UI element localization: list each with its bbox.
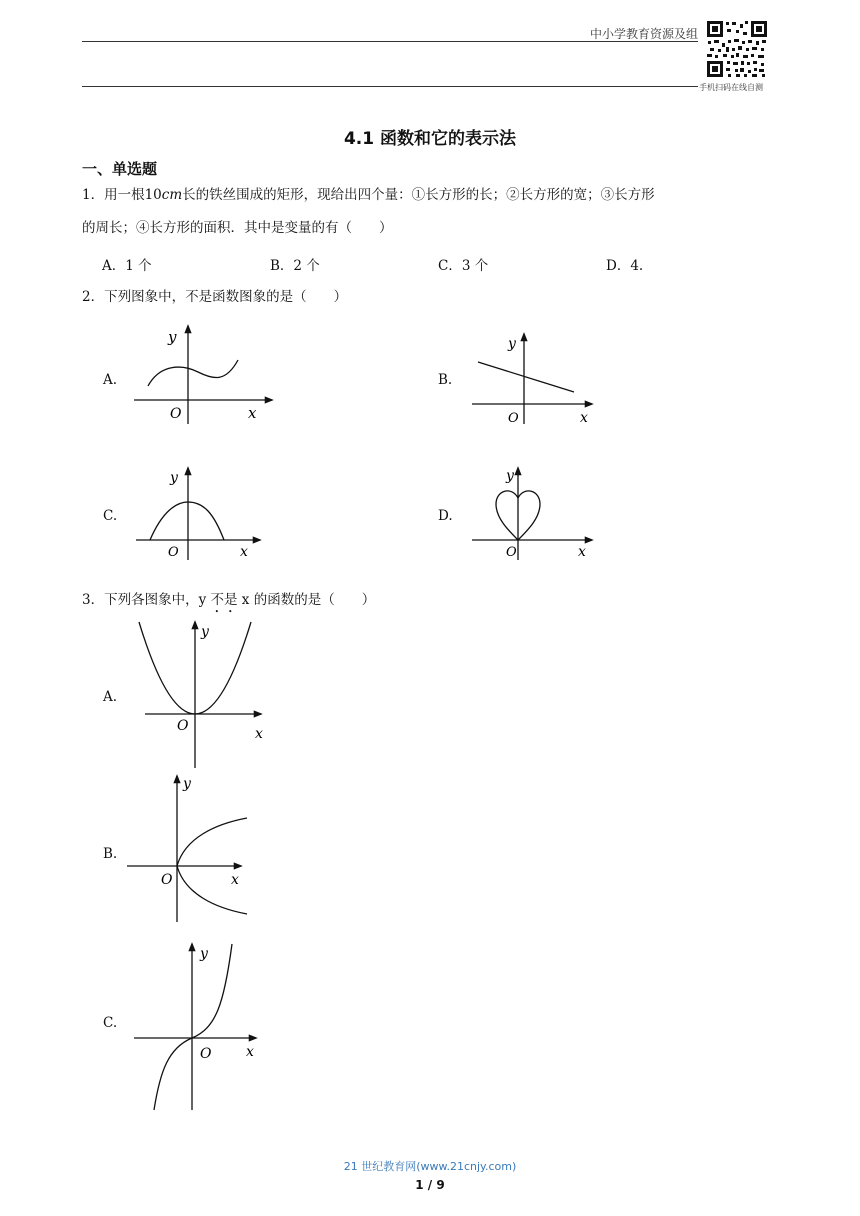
q2-option-b-label[interactable]: B.	[438, 372, 453, 388]
q1-option-a[interactable]: A．1 个	[102, 258, 152, 274]
qr-caption: 手机扫码在线自测	[699, 83, 763, 92]
q3a-y-label: y	[201, 624, 209, 640]
q2c-x-label: x	[240, 544, 248, 560]
q3-graph-b[interactable]	[125, 772, 255, 922]
q2c-y-label: y	[170, 470, 178, 486]
q2a-y-label: y	[168, 328, 177, 346]
q3c-y-label: y	[200, 946, 208, 962]
q3-graph-a[interactable]	[135, 618, 275, 768]
q1-option-c[interactable]: C．3 个	[438, 258, 489, 274]
q2-graph-a[interactable]	[130, 320, 280, 425]
q2b-x-label: x	[580, 410, 588, 425]
section-heading: 一、单选题	[82, 160, 158, 178]
q2-graph-d[interactable]	[470, 464, 600, 564]
question-1-unit: cm	[161, 187, 183, 203]
q2c-origin-label: O	[168, 545, 179, 560]
question-3-suffix: x 的函数的是（ ）	[237, 592, 376, 608]
q3b-x-label: x	[231, 872, 239, 888]
question-1-prefix: 1．用一根	[82, 187, 145, 203]
q2d-origin-label: O	[506, 545, 517, 560]
q3b-y-label: y	[183, 776, 191, 792]
question-3-emphasis: 不是	[210, 592, 238, 608]
q1-option-d[interactable]: D．4.	[606, 258, 644, 274]
q2d-y-label: y	[506, 468, 514, 484]
q3c-origin-label: O	[200, 1046, 212, 1062]
qr-code-icon	[706, 20, 768, 78]
question-3-prefix: 3．下列各图象中，y	[82, 592, 211, 608]
q2-graph-b[interactable]	[470, 330, 600, 425]
q2-option-d-label[interactable]: D.	[438, 508, 453, 524]
q3b-origin-label: O	[161, 872, 173, 888]
q2-option-c-label[interactable]: C.	[103, 508, 118, 524]
question-1-line-1	[82, 185, 655, 205]
question-1-line-2: 的周长；④长方形的面积．其中是变量的有（ ）	[82, 220, 393, 236]
question-3-stem	[82, 590, 375, 616]
question-1-number: 10	[144, 187, 162, 203]
q3c-x-label: x	[246, 1044, 254, 1060]
q3-option-b-label[interactable]: B.	[103, 846, 118, 862]
q1-option-b[interactable]: B．2 个	[270, 258, 320, 274]
q2-graph-c[interactable]	[132, 462, 267, 562]
header-rule-bottom	[82, 86, 698, 87]
q2b-origin-label: O	[508, 411, 519, 425]
question-1-text: 长的铁丝围成的矩形，现给出四个量：①长方形的长；②长方形的宽；③长方形	[182, 187, 655, 203]
q3-option-c-label[interactable]: C.	[103, 1015, 118, 1031]
q2a-x-label: x	[248, 404, 257, 422]
q2a-origin-label: O	[170, 406, 182, 422]
q3-option-a-label[interactable]: A.	[103, 689, 118, 705]
q2b-y-label: y	[508, 336, 516, 352]
question-2-stem: 2．下列图象中，不是函数图象的是（ ）	[82, 289, 348, 305]
q3a-x-label: x	[255, 726, 263, 742]
page-title: 4.1 函数和它的表示法	[343, 129, 517, 149]
q2d-x-label: x	[578, 544, 586, 560]
q2-option-a-label[interactable]: A.	[103, 372, 118, 388]
q3-graph-c[interactable]	[130, 940, 270, 1112]
header-site-text: 中小学教育资源及组	[590, 27, 698, 41]
page-number: 1 / 9	[415, 1178, 445, 1192]
q3a-origin-label: O	[177, 718, 189, 734]
footer-site-link[interactable]: 21 世纪教育网(www.21cnjy.com)	[343, 1160, 517, 1173]
